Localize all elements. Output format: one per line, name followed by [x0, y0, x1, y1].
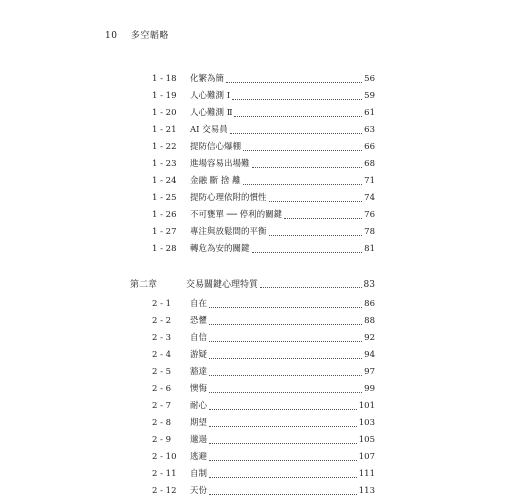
- chapter-heading: 第二章 交易關鍵心理特質 83: [130, 280, 375, 290]
- toc-entry: 2 - 1 自在 86: [152, 299, 375, 309]
- toc-entry: 1 - 27 專注與放鬆間的平衡 78: [152, 227, 375, 237]
- toc-entry: 1 - 22 提防信心爆棚 66: [152, 142, 375, 152]
- toc-entry: 2 - 3 自信 92: [152, 333, 375, 343]
- page-number: 10: [105, 31, 118, 41]
- toc-entry: 2 - 2 恐懼 88: [152, 316, 375, 326]
- toc-entry: 1 - 28 轉危為安的關鍵 81: [152, 244, 375, 254]
- toc-entry: 1 - 23 進場容易出場難 68: [152, 159, 375, 169]
- page-header: [105, 28, 169, 41]
- toc-entry: 2 - 11 自制 111: [152, 469, 375, 479]
- toc-entry: 2 - 8 期望 103: [152, 418, 375, 428]
- toc-entry: 2 - 10 逃避 107: [152, 452, 375, 462]
- toc-entry: 2 - 12 天份 113: [152, 486, 375, 496]
- toc-entry: 2 - 6 懊悔 99: [152, 384, 375, 394]
- toc-entry: 2 - 4 游疑 94: [152, 350, 375, 360]
- toc-entry: 1 - 25 提防心理依附的慣性 74: [152, 193, 375, 203]
- toc-entry: 1 - 24 金融 斷 捨 離 71: [152, 176, 375, 186]
- toc-entry: 1 - 20 人心難測 Ⅱ 61: [152, 108, 375, 118]
- toc-entry: 1 - 26 不可甕單 ── 停利的關鍵 76: [152, 210, 375, 220]
- toc-entry: 1 - 21 AI 交易員 63: [152, 125, 375, 135]
- toc-entry: 2 - 7 耐心 101: [152, 401, 375, 411]
- toc-entry: 1 - 19 人心難測 Ⅰ 59: [152, 91, 375, 101]
- toc-entry: 2 - 5 豁達 97: [152, 367, 375, 377]
- book-title: 多空韜略: [130, 31, 169, 41]
- toc-entry: 1 - 18 化繁為簡 56: [152, 74, 375, 84]
- toc-entry: 2 - 9 邋遢 105: [152, 435, 375, 445]
